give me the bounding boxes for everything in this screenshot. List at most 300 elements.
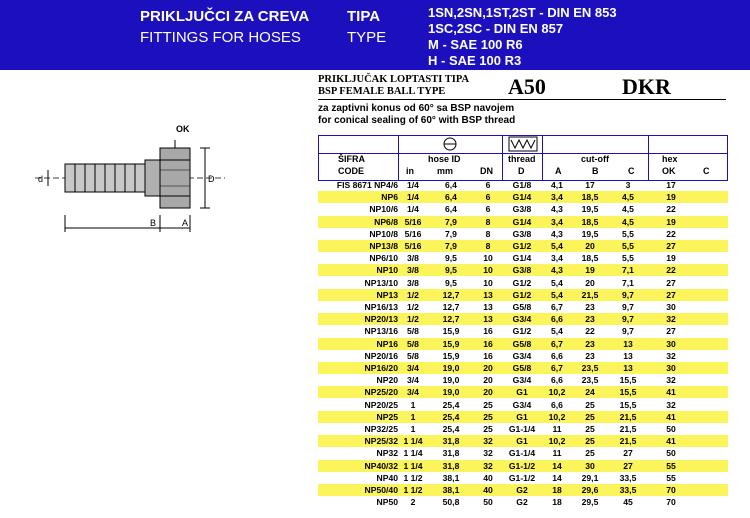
cell-mm: 6,4 xyxy=(445,180,457,190)
table-row xyxy=(318,447,728,459)
table-row xyxy=(318,411,728,423)
standard-3: M - SAE 100 R6 xyxy=(428,37,523,52)
table-row xyxy=(318,435,728,447)
cell-a: 6,7 xyxy=(551,302,563,312)
cell-b: 22 xyxy=(585,326,595,337)
cell-a: 4,3 xyxy=(551,204,563,215)
cell-c: 45 xyxy=(623,497,633,508)
cell-mm: 15,9 xyxy=(442,350,460,361)
cell-code: NP10/8 xyxy=(369,228,398,239)
cell-d: G1/2 xyxy=(512,326,532,337)
cell-ok: 27 xyxy=(666,289,676,300)
cell-d: G1/2 xyxy=(512,277,532,288)
cell-dn: 40 xyxy=(483,472,493,483)
cell-ok: 55 xyxy=(666,472,676,483)
cell-c: 5,5 xyxy=(622,241,634,251)
cell-b: 23 xyxy=(585,338,595,349)
cell-a: 14 xyxy=(552,460,562,471)
cell-mm: 12,7 xyxy=(442,289,460,300)
cell-ok: 32 xyxy=(666,350,676,361)
table-row xyxy=(318,216,728,228)
col-header-c: C xyxy=(628,166,635,176)
cell-d: G5/8 xyxy=(512,338,532,349)
cell-dn: 16 xyxy=(483,326,493,337)
cell-ok: 70 xyxy=(666,485,676,495)
cell-d: G2 xyxy=(516,485,528,495)
hose-section-icon xyxy=(420,136,480,152)
cell-dn: 16 xyxy=(483,338,493,349)
drawing-label-a: A xyxy=(182,218,189,228)
title-english: FITTINGS FOR HOSES xyxy=(140,29,301,46)
cell-c: 4,5 xyxy=(622,204,634,215)
cell-in: 3/4 xyxy=(407,363,419,373)
cell-a: 6,6 xyxy=(551,399,563,410)
cell-ok: 27 xyxy=(666,277,676,288)
table-row xyxy=(318,350,728,362)
cell-mm: 31,8 xyxy=(442,436,460,447)
cell-d: G1/2 xyxy=(512,289,532,300)
table-row xyxy=(318,423,728,435)
cell-dn: 25 xyxy=(483,424,493,434)
cell-mm: 9,5 xyxy=(445,253,457,264)
cell-code: NP40/32 xyxy=(364,460,398,471)
cell-c: 4,5 xyxy=(622,192,634,203)
cell-mm: 25,4 xyxy=(442,411,460,422)
cell-b: 25 xyxy=(585,411,595,422)
cell-in: 1/4 xyxy=(407,204,419,215)
cell-b: 25 xyxy=(585,436,595,447)
cell-ok: 22 xyxy=(666,204,676,215)
cell-code: NP16/13 xyxy=(364,302,398,312)
cell-in: 3/4 xyxy=(407,387,419,398)
cell-a: 18 xyxy=(552,497,562,508)
cell-c: 13 xyxy=(623,350,633,361)
cell-b: 29,6 xyxy=(581,485,599,495)
cell-c: 21,5 xyxy=(619,436,637,447)
product-name-english: BSP FEMALE BALL TYPE xyxy=(318,86,446,97)
cell-in: 1/2 xyxy=(407,289,419,300)
cell-c: 3 xyxy=(625,180,631,190)
cell-a: 3,4 xyxy=(551,216,563,227)
cell-code: NP13/8 xyxy=(369,241,398,251)
cell-mm: 19,0 xyxy=(442,375,460,386)
cell-mm: 31,8 xyxy=(442,460,460,471)
cell-a: 5,4 xyxy=(551,326,563,337)
cell-mm: 19,0 xyxy=(442,387,460,398)
cell-code: NP20/25 xyxy=(364,399,398,410)
cell-in: 3/8 xyxy=(407,265,419,276)
cell-a: 4,3 xyxy=(551,265,563,276)
cell-d: G3/8 xyxy=(512,265,532,276)
cell-ok: 27 xyxy=(666,241,676,251)
cell-d: G3/4 xyxy=(512,314,532,325)
note-english: for conical sealing of 60° with BSP thread xyxy=(318,115,516,126)
drawing-label-d-big: D xyxy=(208,174,215,184)
cell-mm: 50,8 xyxy=(442,497,460,508)
col-header-sifra: ŠIFRA xyxy=(338,154,365,164)
cell-b: 25 xyxy=(585,448,595,459)
cell-dn: 13 xyxy=(483,302,493,312)
cell-b: 18,5 xyxy=(581,216,599,227)
cell-c: 33,5 xyxy=(619,472,637,483)
table-row xyxy=(318,264,728,276)
cell-ok: 30 xyxy=(666,338,676,349)
cell-ok: 19 xyxy=(666,192,676,203)
product-name-serbian: PRIKLJUČAK LOPTASTI TIPA xyxy=(318,74,470,85)
cell-dn: 13 xyxy=(483,314,493,325)
standard-1: 1SN,2SN,1ST,2ST - DIN EN 853 xyxy=(428,5,617,20)
cell-b: 25 xyxy=(585,399,595,410)
cell-code: NP16 xyxy=(376,338,398,349)
col-header-ok: OK xyxy=(662,166,676,176)
cell-dn: 20 xyxy=(483,387,493,398)
cell-mm: 7,9 xyxy=(445,241,457,251)
cell-dn: 32 xyxy=(483,448,493,459)
cell-dn: 32 xyxy=(483,436,493,447)
cell-in: 1 1/2 xyxy=(403,485,423,495)
type-label: TYPE xyxy=(347,29,387,46)
cell-code: NP13/10 xyxy=(364,277,398,288)
cell-c: 9,7 xyxy=(622,326,634,337)
fitting-technical-drawing xyxy=(30,120,230,240)
table-row xyxy=(318,203,728,215)
col-header-a: A xyxy=(555,166,562,176)
cell-ok: 41 xyxy=(666,436,676,447)
col-header-d: D xyxy=(518,166,525,176)
cell-c: 9,7 xyxy=(622,302,634,312)
cell-c: 13 xyxy=(623,338,633,349)
cell-c: 15,5 xyxy=(619,375,637,386)
cell-c: 7,1 xyxy=(622,277,634,288)
cell-b: 20 xyxy=(585,277,595,288)
table-row xyxy=(318,228,728,240)
cell-mm: 15,9 xyxy=(442,338,460,349)
cell-b: 29,1 xyxy=(581,472,599,483)
cell-code: NP13/16 xyxy=(364,326,398,337)
cell-code: NP6 xyxy=(381,192,398,203)
cell-in: 1 1/4 xyxy=(403,436,423,447)
cell-in: 3/8 xyxy=(407,253,419,264)
table-row xyxy=(318,374,728,386)
cell-dn: 32 xyxy=(483,460,493,471)
cell-in: 1/2 xyxy=(407,302,419,312)
col-header-code: CODE xyxy=(338,166,365,176)
table-row xyxy=(318,313,728,325)
cell-dn: 40 xyxy=(483,485,493,495)
cell-a: 10,2 xyxy=(548,411,566,422)
cell-mm: 12,7 xyxy=(442,302,460,312)
cell-d: G5/8 xyxy=(512,302,532,312)
cell-mm: 38,1 xyxy=(442,472,460,483)
cell-a: 10,2 xyxy=(548,387,566,398)
cell-a: 5,4 xyxy=(551,289,563,300)
table-row xyxy=(318,472,728,484)
cell-d: G1/8 xyxy=(512,180,532,190)
cell-mm: 7,9 xyxy=(445,228,457,239)
cell-c: 9,7 xyxy=(622,314,634,325)
cell-d: G5/8 xyxy=(512,363,532,373)
cell-in: 1 1/4 xyxy=(403,448,423,459)
cell-c: 4,5 xyxy=(622,216,634,227)
cell-d: G1/4 xyxy=(512,216,532,227)
table-row xyxy=(318,496,728,508)
cell-in: 5/8 xyxy=(407,350,419,361)
cell-dn: 6 xyxy=(485,192,491,203)
cell-in: 1 xyxy=(410,424,416,434)
cell-dn: 8 xyxy=(485,241,491,251)
col-header-thread: thread xyxy=(508,154,536,164)
product-code: A50 xyxy=(508,74,546,99)
cell-d: G1-1/4 xyxy=(508,448,536,459)
cell-ok: 50 xyxy=(666,448,676,459)
cell-c: 27 xyxy=(623,448,633,459)
cell-d: G3/4 xyxy=(512,350,532,361)
col-header-mm: mm xyxy=(437,166,454,176)
col-header-c2: C xyxy=(703,166,710,176)
cell-ok: 19 xyxy=(666,253,676,264)
cell-in: 5/16 xyxy=(404,228,422,239)
cell-d: G1/4 xyxy=(512,192,532,203)
cell-code: NP32/25 xyxy=(364,424,398,434)
table-row xyxy=(318,460,728,472)
cell-b: 23,5 xyxy=(581,375,599,386)
cell-code: NP20/16 xyxy=(364,350,398,361)
cell-code: NP40 xyxy=(376,472,398,483)
col-header-in: in xyxy=(406,166,414,176)
cell-d: G1 xyxy=(516,436,528,447)
cell-b: 23 xyxy=(585,302,595,312)
cell-a: 4,3 xyxy=(551,228,563,239)
title-serbian: PRIKLJUČCI ZA CREVA xyxy=(140,8,310,25)
drawing-label-b: B xyxy=(150,218,157,228)
cell-code: NP13 xyxy=(376,289,398,300)
cell-b: 23 xyxy=(585,314,595,325)
cell-code: NP50/40 xyxy=(364,485,398,495)
cell-b: 25 xyxy=(585,424,595,434)
cell-in: 1 1/2 xyxy=(403,472,423,483)
cell-b: 19 xyxy=(585,265,595,276)
cell-in: 5/8 xyxy=(407,338,419,349)
col-header-b: B xyxy=(592,166,599,176)
cell-b: 29,5 xyxy=(581,497,599,508)
cell-in: 3/8 xyxy=(407,277,419,288)
table-row xyxy=(318,240,728,252)
cell-b: 19,5 xyxy=(581,228,599,239)
cell-mm: 25,4 xyxy=(442,424,460,434)
header-divider xyxy=(398,135,399,181)
cell-dn: 13 xyxy=(483,289,493,300)
cell-code: FIS 8671 NP4/6 xyxy=(336,180,398,190)
cell-dn: 25 xyxy=(483,411,493,422)
cell-c: 5,5 xyxy=(622,253,634,264)
cell-d: G1-1/2 xyxy=(508,472,536,483)
cell-a: 11 xyxy=(552,424,562,434)
cell-ok: 27 xyxy=(666,326,676,337)
cell-a: 5,4 xyxy=(551,241,563,251)
cell-ok: 41 xyxy=(666,411,676,422)
cell-ok: 70 xyxy=(666,497,676,508)
table-row xyxy=(318,386,728,398)
cell-a: 14 xyxy=(552,472,562,483)
cell-mm: 9,5 xyxy=(445,277,457,288)
cell-b: 21,5 xyxy=(581,289,599,300)
cell-a: 3,4 xyxy=(551,253,563,264)
cell-a: 3,4 xyxy=(551,192,563,203)
cell-a: 6,6 xyxy=(551,375,563,386)
table-row xyxy=(318,252,728,264)
table-row xyxy=(318,362,728,374)
cell-in: 1/4 xyxy=(407,180,419,190)
cell-in: 2 xyxy=(410,497,416,508)
cell-code: NP6/10 xyxy=(369,253,398,264)
cell-mm: 31,8 xyxy=(442,448,460,459)
cell-b: 24 xyxy=(585,387,595,398)
cell-c: 13 xyxy=(623,363,633,373)
drawing-label-d-small: d xyxy=(38,174,44,184)
cell-code: NP20/13 xyxy=(364,314,398,325)
cell-ok: 32 xyxy=(666,314,676,325)
table-row xyxy=(318,325,728,337)
cell-mm: 19,0 xyxy=(442,363,460,373)
cell-dn: 8 xyxy=(485,216,491,227)
col-header-hex: hex xyxy=(662,154,678,164)
cell-d: G1-1/2 xyxy=(508,460,536,471)
table-row xyxy=(318,179,728,191)
cell-in: 3/4 xyxy=(407,375,419,386)
cell-code: NP25 xyxy=(376,411,398,422)
table-row xyxy=(318,191,728,203)
cell-dn: 10 xyxy=(483,265,493,276)
cell-d: G1-1/4 xyxy=(508,424,536,434)
cell-c: 33,5 xyxy=(619,485,637,495)
cell-dn: 20 xyxy=(483,375,493,386)
table-row xyxy=(318,289,728,301)
cell-ok: 32 xyxy=(666,375,676,386)
cell-b: 18,5 xyxy=(581,192,599,203)
cell-c: 7,1 xyxy=(622,265,634,276)
cell-d: G3/4 xyxy=(512,375,532,386)
cell-d: G1 xyxy=(516,411,528,422)
cell-code: NP50 xyxy=(376,497,398,508)
cell-mm: 6,4 xyxy=(445,204,457,215)
cell-ok: 32 xyxy=(666,399,676,410)
cell-ok: 30 xyxy=(666,363,676,373)
cell-a: 11 xyxy=(552,448,562,459)
cell-ok: 41 xyxy=(666,387,676,398)
cell-mm: 15,9 xyxy=(442,326,460,337)
cell-mm: 38,1 xyxy=(442,485,460,495)
cell-d: G2 xyxy=(516,497,528,508)
drawing-label-ok: OK xyxy=(176,124,190,134)
cell-code: NP6/8 xyxy=(374,216,398,227)
product-series: DKR xyxy=(622,74,671,99)
cell-ok: 19 xyxy=(666,216,676,227)
cell-ok: 22 xyxy=(666,265,676,276)
cell-mm: 6,4 xyxy=(445,192,457,203)
cell-code: NP25/32 xyxy=(364,436,398,447)
cell-code: NP10/6 xyxy=(369,204,398,215)
cell-b: 17 xyxy=(585,180,595,190)
cell-a: 6,6 xyxy=(551,350,563,361)
cell-mm: 9,5 xyxy=(445,265,457,276)
cell-in: 1/4 xyxy=(407,192,419,203)
col-header-cutoff: cut-off xyxy=(581,154,609,164)
cell-code: NP16/20 xyxy=(364,363,398,373)
cell-c: 5,5 xyxy=(622,228,634,239)
cell-mm: 7,9 xyxy=(445,216,457,227)
cell-in: 5/16 xyxy=(404,241,422,251)
tipa-label: TIPA xyxy=(347,8,381,25)
cell-a: 6,6 xyxy=(551,314,563,325)
cell-c: 27 xyxy=(623,460,633,471)
cell-dn: 8 xyxy=(485,228,491,239)
thread-icon xyxy=(508,136,538,152)
cell-a: 5,4 xyxy=(551,277,563,288)
cell-d: G1/4 xyxy=(512,253,532,264)
cell-b: 18,5 xyxy=(581,253,599,264)
cell-dn: 20 xyxy=(483,363,493,373)
cell-dn: 25 xyxy=(483,399,493,410)
header-divider xyxy=(502,135,503,181)
cell-c: 21,5 xyxy=(619,411,637,422)
table-row xyxy=(318,338,728,350)
cell-dn: 50 xyxy=(483,497,493,508)
header-banner xyxy=(0,0,750,70)
col-header-dn: DN xyxy=(480,166,493,176)
cell-d: G3/8 xyxy=(512,204,532,215)
cell-ok: 50 xyxy=(666,424,676,434)
cell-dn: 10 xyxy=(483,277,493,288)
cell-b: 23 xyxy=(585,350,595,361)
cell-d: G1 xyxy=(516,387,528,398)
header-divider xyxy=(542,135,543,181)
cell-in: 5/16 xyxy=(404,216,422,227)
table-row xyxy=(318,484,728,496)
cell-ok: 22 xyxy=(666,228,676,239)
cell-code: NP25/20 xyxy=(364,387,398,398)
divider-line xyxy=(318,99,726,100)
cell-c: 21,5 xyxy=(619,424,637,434)
cell-a: 6,7 xyxy=(551,363,563,373)
cell-in: 1/2 xyxy=(407,314,419,325)
cell-b: 20 xyxy=(585,241,595,251)
cell-d: G1/2 xyxy=(512,241,532,251)
cell-dn: 6 xyxy=(485,180,491,190)
cell-dn: 16 xyxy=(483,350,493,361)
cell-code: NP10 xyxy=(376,265,398,276)
cell-a: 18 xyxy=(552,485,562,495)
cell-a: 4,1 xyxy=(551,180,563,190)
cell-dn: 6 xyxy=(485,204,491,215)
cell-mm: 12,7 xyxy=(442,314,460,325)
cell-code: NP32 xyxy=(376,448,398,459)
cell-mm: 25,4 xyxy=(442,399,460,410)
cell-in: 1 1/4 xyxy=(403,460,423,471)
cell-ok: 17 xyxy=(666,180,676,190)
cell-in: 5/8 xyxy=(407,326,419,337)
table-row xyxy=(318,301,728,313)
cell-a: 10,2 xyxy=(548,436,566,447)
cell-d: G3/4 xyxy=(512,399,532,410)
cell-ok: 55 xyxy=(666,460,676,471)
cell-in: 1 xyxy=(410,411,416,422)
cell-d: G3/8 xyxy=(512,228,532,239)
header-divider xyxy=(648,135,649,181)
cell-in: 1 xyxy=(410,399,416,410)
note-serbian: za zaptivni konus od 60° sa BSP navojem xyxy=(318,103,515,114)
cell-c: 15,5 xyxy=(619,387,637,398)
cell-b: 30 xyxy=(585,460,595,471)
